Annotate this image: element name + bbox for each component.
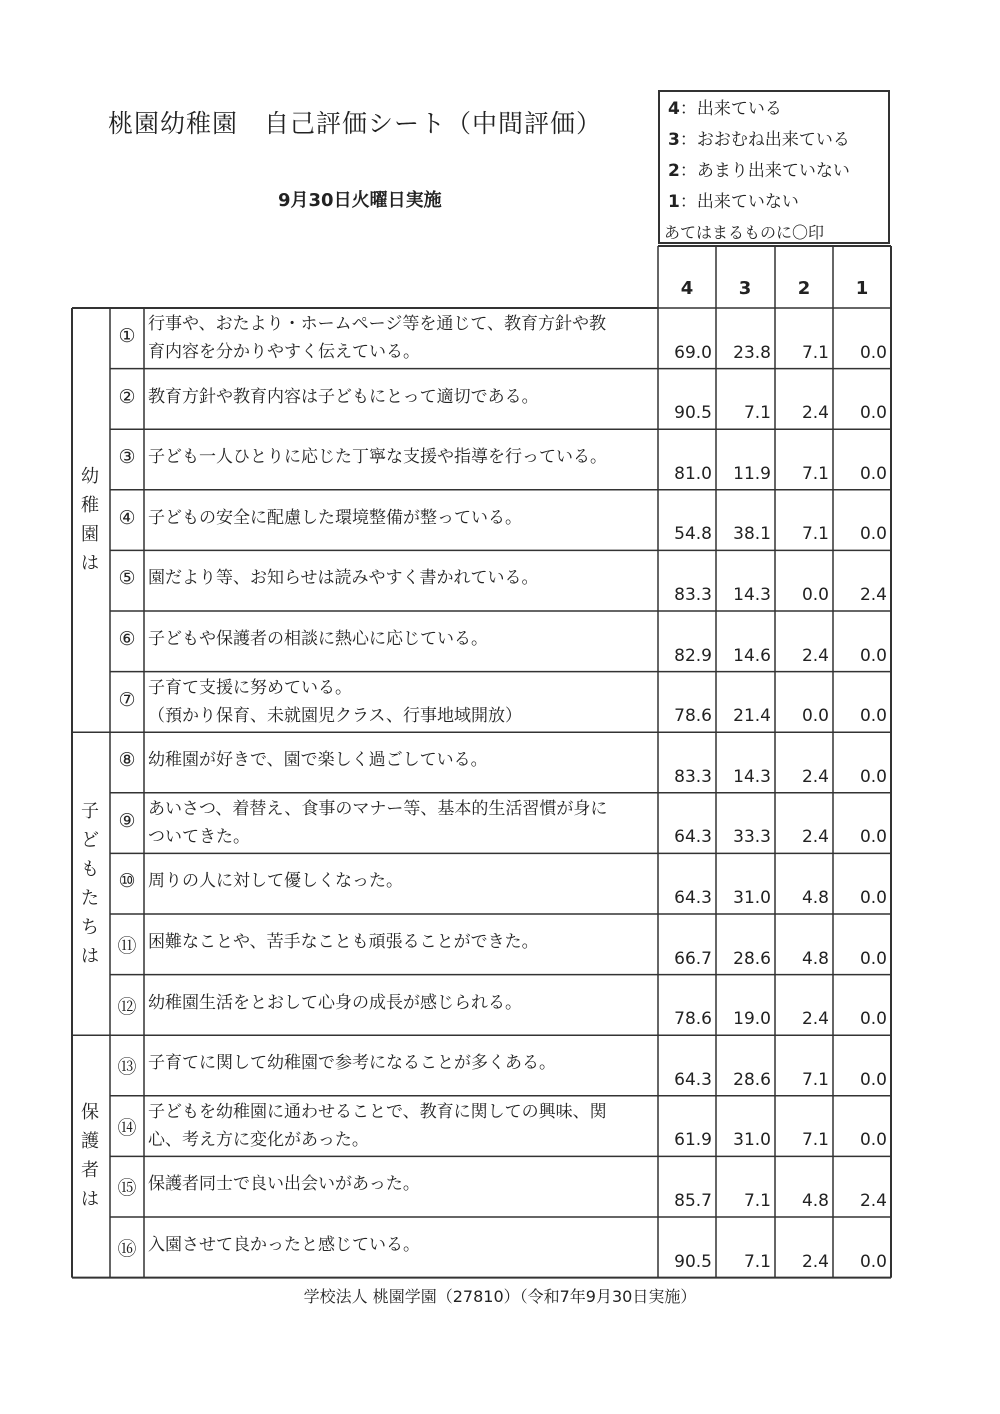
score-cell: 4.8 (801, 948, 829, 969)
score-cell: 19.0 (733, 1009, 771, 1030)
question-text: あいさつ、着替え、食事のマナー等、基本的生活習慣が身に ついてきた。 (148, 798, 608, 847)
score-cell: 0.0 (859, 1009, 887, 1030)
score-cell: 2.4 (801, 827, 829, 848)
row-number: ⑫ (117, 995, 137, 1018)
group-label: 子 ど も た ち は (81, 800, 99, 967)
column-header-3: 3 (738, 278, 752, 299)
score-cell: 28.6 (733, 1069, 771, 1090)
score-cell: 14.3 (733, 585, 771, 605)
score-cell: 0.0 (801, 585, 829, 605)
page-title: 桃園幼稚園 自己評価シート（中間評価） (108, 109, 603, 138)
legend-note: あてはまるものに〇印 (664, 223, 825, 242)
score-cell: 69.0 (674, 342, 712, 363)
score-cell: 0.0 (859, 463, 887, 484)
score-cell: 14.6 (733, 645, 771, 666)
score-cell: 0.0 (859, 403, 887, 424)
question-text: 周りの人に対して優しくなった。 (148, 871, 403, 892)
question-text: 保護者同士で良い出会いがあった。 (148, 1174, 420, 1195)
question-text: 困難なことや、苦手なことも頑張ることができた。 (148, 932, 539, 952)
score-cell: 7.1 (801, 342, 829, 363)
score-cell: 2.4 (801, 1251, 829, 1272)
score-cell: 0.0 (859, 1069, 887, 1090)
score-cell: 38.1 (733, 524, 771, 545)
score-cell: 78.6 (674, 706, 712, 727)
question-text: 行事や、おたより・ホームページ等を通じて、教育方針や教 育内容を分かりやすく伝えている。 (148, 314, 606, 362)
row-number: ⑩ (118, 870, 136, 893)
question-text: 子どもや保護者の相談に熱心に応じている。 (148, 629, 488, 649)
score-cell: 2.4 (859, 585, 887, 605)
score-cell: 0.0 (859, 645, 887, 666)
score-cell: 90.5 (674, 403, 712, 424)
row-number: ⑯ (117, 1238, 137, 1260)
score-cell: 61.9 (674, 1130, 712, 1151)
group-label: 保 護 者 は (81, 1102, 99, 1211)
score-cell: 0.0 (859, 524, 887, 545)
score-cell: 0.0 (801, 706, 829, 727)
question-text: 子どもを幼稚園に通わせることで、教育に関しての興味、関 心、考え方に変化があった。 (148, 1101, 607, 1150)
score-cell: 83.3 (674, 585, 712, 605)
row-number: ② (118, 385, 136, 408)
column-header-2: 2 (797, 278, 811, 299)
score-cell: 2.4 (859, 1191, 887, 1211)
column-header-4: 4 (680, 278, 694, 299)
score-cell: 54.8 (674, 524, 712, 545)
score-cell: 64.3 (674, 1069, 712, 1090)
row-number: ⑬ (117, 1056, 137, 1079)
score-cell: 7.1 (801, 463, 829, 484)
score-cell: 0.0 (859, 342, 887, 363)
score-cell: 23.8 (733, 342, 771, 363)
score-cell: 90.5 (674, 1251, 712, 1272)
question-text: 幼稚園生活をとおして心身の成長が感じられる。 (148, 992, 522, 1013)
score-cell: 0.0 (859, 1251, 887, 1272)
row-number: ⑦ (118, 688, 136, 711)
score-cell: 0.0 (859, 827, 887, 848)
row-number: ⑨ (118, 809, 136, 832)
row-number: ① (118, 325, 136, 347)
row-number: ④ (118, 506, 136, 529)
question-text: 園だより等、お知らせは読みやすく書かれている。 (148, 568, 539, 589)
row-number: ⑪ (117, 935, 137, 957)
question-text: 入園させて良かったと感じている。 (148, 1235, 420, 1255)
footer-text: 学校法人 桃園学園（27810）（令和7年9月30日実施） (303, 1287, 697, 1306)
score-cell: 83.3 (674, 766, 712, 787)
score-cell: 2.4 (801, 1009, 829, 1030)
legend-item-2: 2：あまり出来ていない (668, 161, 850, 181)
question-text: 子どもの安全に配慮した環境整備が整っている。 (148, 507, 522, 528)
score-cell: 31.0 (733, 888, 771, 908)
score-cell: 7.1 (743, 1251, 771, 1272)
legend-item-3: 3：おおむね出来ている (668, 130, 850, 150)
score-cell: 64.3 (674, 888, 712, 908)
score-cell: 2.4 (801, 645, 829, 666)
question-text: 子ども一人ひとりに応じた丁寧な支援や指導を行っている。 (148, 447, 607, 468)
score-cell: 28.6 (733, 948, 771, 969)
score-cell: 4.8 (801, 1191, 829, 1211)
column-header-1: 1 (855, 278, 869, 299)
question-text: 子育てに関して幼稚園で参考になることが多くある。 (148, 1053, 556, 1074)
score-cell: 0.0 (859, 948, 887, 969)
question-text: 教育方針や教育内容は子どもにとって適切である。 (148, 386, 539, 407)
row-number: ⑧ (118, 749, 136, 772)
group-label: 幼 稚 園 は (81, 466, 99, 575)
score-cell: 14.3 (733, 766, 771, 787)
score-cell: 7.1 (743, 403, 771, 424)
score-cell: 0.0 (859, 706, 887, 727)
score-cell: 66.7 (674, 948, 712, 969)
score-cell: 2.4 (801, 766, 829, 787)
score-cell: 0.0 (859, 1130, 887, 1151)
score-cell: 21.4 (733, 706, 771, 727)
score-cell: 7.1 (801, 1130, 829, 1151)
row-number: ③ (118, 446, 136, 469)
legend-item-1: 1：出来ていない (668, 192, 799, 212)
row-number: ⑭ (117, 1116, 137, 1139)
score-cell: 78.6 (674, 1009, 712, 1030)
score-cell: 81.0 (674, 463, 712, 484)
score-cell: 7.1 (801, 1069, 829, 1090)
score-cell: 7.1 (801, 524, 829, 545)
score-cell: 0.0 (859, 888, 887, 908)
score-cell: 64.3 (674, 827, 712, 848)
score-cell: 85.7 (674, 1191, 712, 1211)
question-text: 子育て支援に努めている。 （預かり保育、未就園児クラス、行事地域開放） (148, 677, 522, 726)
score-cell: 82.9 (674, 645, 712, 666)
score-cell: 4.8 (801, 888, 829, 908)
legend-item-4: 4：出来ている (668, 99, 782, 119)
score-cell: 2.4 (801, 403, 829, 424)
row-number: ⑤ (118, 567, 136, 590)
row-number: ⑥ (118, 628, 136, 650)
score-cell: 33.3 (733, 827, 771, 848)
question-text: 幼稚園が好きで、園で楽しく過ごしている。 (148, 750, 488, 771)
score-cell: 31.0 (733, 1130, 771, 1151)
survey-date: 9月30日火曜日実施 (278, 190, 442, 211)
row-number: ⑮ (117, 1177, 137, 1200)
score-cell: 0.0 (859, 766, 887, 787)
score-cell: 11.9 (733, 463, 771, 484)
score-cell: 7.1 (743, 1191, 771, 1211)
